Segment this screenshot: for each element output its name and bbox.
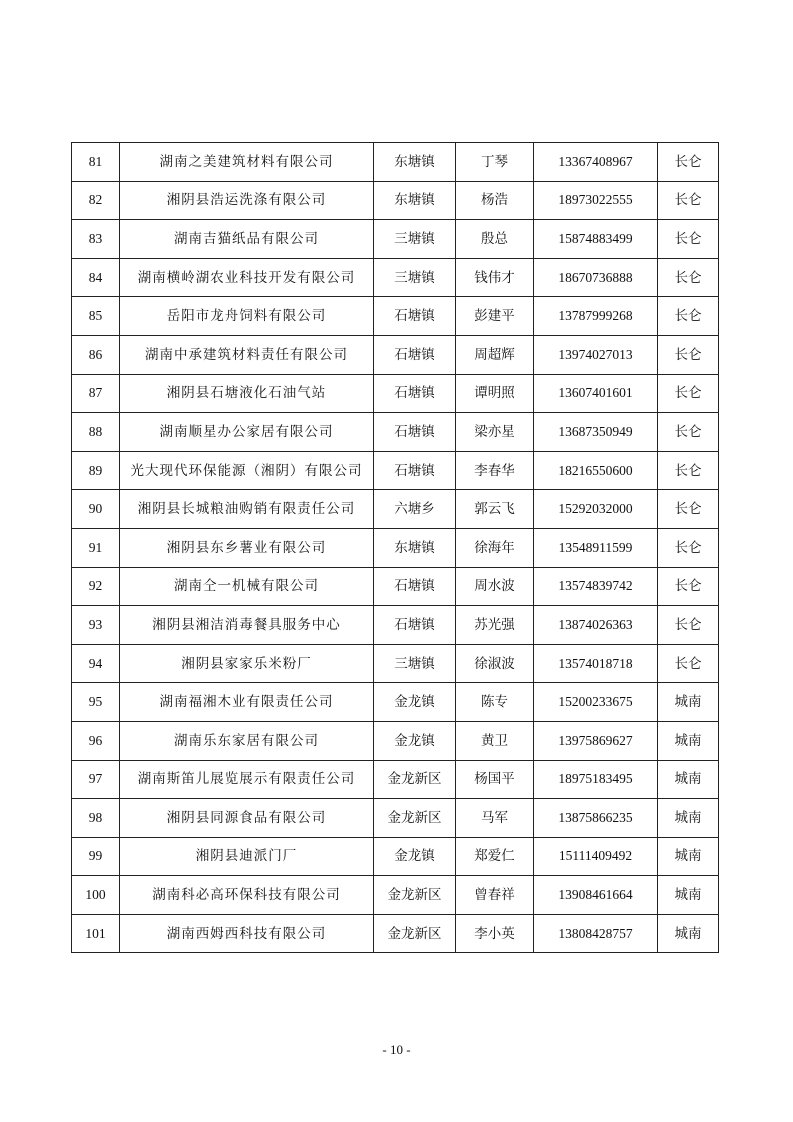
table-row (72, 683, 719, 722)
contact-name-cell: 杨浩 (456, 181, 534, 220)
phone-number-cell: 18975183495 (534, 760, 658, 799)
table-row (72, 413, 719, 452)
table-row (72, 799, 719, 838)
area-name-cell: 城南 (658, 876, 719, 915)
area-name-cell: 长仑 (658, 606, 719, 645)
row-number-cell: 82 (72, 181, 120, 220)
town-name-cell: 三塘镇 (374, 220, 456, 259)
contact-name-cell: 彭建平 (456, 297, 534, 336)
table-row (72, 258, 719, 297)
area-name-cell: 长仑 (658, 181, 719, 220)
table-row (72, 760, 719, 799)
table-row (72, 606, 719, 645)
phone-number-cell: 13574018718 (534, 644, 658, 683)
page-number: - 10 - (382, 1042, 411, 1057)
town-name-cell: 金龙新区 (374, 914, 456, 953)
phone-number-cell: 13607401601 (534, 374, 658, 413)
contact-name-cell: 郑爱仁 (456, 837, 534, 876)
area-name-cell: 城南 (658, 683, 719, 722)
table-row (72, 567, 719, 606)
row-number-cell: 83 (72, 220, 120, 259)
phone-number-cell: 15200233675 (534, 683, 658, 722)
row-number-cell: 101 (72, 914, 120, 953)
town-name-cell: 东塘镇 (374, 143, 456, 182)
area-name-cell: 城南 (658, 799, 719, 838)
table-body (72, 143, 719, 953)
town-name-cell: 石塘镇 (374, 451, 456, 490)
phone-number-cell: 13974027013 (534, 335, 658, 374)
town-name-cell: 金龙新区 (374, 799, 456, 838)
area-name-cell: 长仑 (658, 374, 719, 413)
area-name-cell: 长仑 (658, 567, 719, 606)
contact-name-cell: 钱伟才 (456, 258, 534, 297)
area-name-cell: 长仑 (658, 490, 719, 529)
row-number-cell: 86 (72, 335, 120, 374)
table-row (72, 528, 719, 567)
phone-number-cell: 15111409492 (534, 837, 658, 876)
table-row (72, 335, 719, 374)
contact-name-cell: 丁琴 (456, 143, 534, 182)
row-number-cell: 93 (72, 606, 120, 645)
area-name-cell: 城南 (658, 837, 719, 876)
company-name-cell: 湖南横岭湖农业科技开发有限公司 (120, 258, 374, 297)
table-row (72, 143, 719, 182)
contact-name-cell: 李春华 (456, 451, 534, 490)
company-name-cell: 湖南之美建筑材料有限公司 (120, 143, 374, 182)
phone-number-cell: 13687350949 (534, 413, 658, 452)
row-number-cell: 94 (72, 644, 120, 683)
contact-name-cell: 曾春祥 (456, 876, 534, 915)
contact-name-cell: 郭云飞 (456, 490, 534, 529)
table-row (72, 914, 719, 953)
company-name-cell: 湘阴县湘洁消毒餐具服务中心 (120, 606, 374, 645)
row-number-cell: 96 (72, 721, 120, 760)
row-number-cell: 88 (72, 413, 120, 452)
phone-number-cell: 13787999268 (534, 297, 658, 336)
table-row (72, 451, 719, 490)
phone-number-cell: 13574839742 (534, 567, 658, 606)
phone-number-cell: 15874883499 (534, 220, 658, 259)
table-row (72, 220, 719, 259)
town-name-cell: 金龙新区 (374, 760, 456, 799)
row-number-cell: 99 (72, 837, 120, 876)
contact-name-cell: 徐淑波 (456, 644, 534, 683)
phone-number-cell: 13975869627 (534, 721, 658, 760)
phone-number-cell: 13367408967 (534, 143, 658, 182)
company-name-cell: 湘阴县浩运洗涤有限公司 (120, 181, 374, 220)
table-row (72, 837, 719, 876)
company-name-cell: 湘阴县迪派门厂 (120, 837, 374, 876)
company-name-cell: 光大现代环保能源（湘阴）有限公司 (120, 451, 374, 490)
phone-number-cell: 15292032000 (534, 490, 658, 529)
row-number-cell: 98 (72, 799, 120, 838)
phone-number-cell: 18216550600 (534, 451, 658, 490)
contact-name-cell: 周水波 (456, 567, 534, 606)
area-name-cell: 长仑 (658, 220, 719, 259)
company-name-cell: 湖南斯笛儿展览展示有限责任公司 (120, 760, 374, 799)
table-row (72, 374, 719, 413)
table-row (72, 876, 719, 915)
area-name-cell: 长仑 (658, 644, 719, 683)
contact-name-cell: 黄卫 (456, 721, 534, 760)
table-row (72, 721, 719, 760)
town-name-cell: 东塘镇 (374, 181, 456, 220)
row-number-cell: 92 (72, 567, 120, 606)
area-name-cell: 长仑 (658, 528, 719, 567)
company-name-cell: 湖南仝一机械有限公司 (120, 567, 374, 606)
town-name-cell: 金龙镇 (374, 837, 456, 876)
row-number-cell: 85 (72, 297, 120, 336)
area-name-cell: 长仑 (658, 451, 719, 490)
table-row (72, 181, 719, 220)
contact-name-cell: 陈专 (456, 683, 534, 722)
row-number-cell: 100 (72, 876, 120, 915)
contact-name-cell: 殷总 (456, 220, 534, 259)
contact-name-cell: 徐海年 (456, 528, 534, 567)
company-name-cell: 湖南福湘木业有限责任公司 (120, 683, 374, 722)
company-name-cell: 湖南乐东家居有限公司 (120, 721, 374, 760)
contact-name-cell: 周超辉 (456, 335, 534, 374)
contact-name-cell: 梁亦星 (456, 413, 534, 452)
area-name-cell: 城南 (658, 760, 719, 799)
town-name-cell: 石塘镇 (374, 567, 456, 606)
town-name-cell: 三塘镇 (374, 644, 456, 683)
town-name-cell: 金龙镇 (374, 683, 456, 722)
company-name-cell: 岳阳市龙舟饲料有限公司 (120, 297, 374, 336)
row-number-cell: 81 (72, 143, 120, 182)
table-row (72, 490, 719, 529)
phone-number-cell: 13874026363 (534, 606, 658, 645)
company-name-cell: 湖南西姆西科技有限公司 (120, 914, 374, 953)
town-name-cell: 东塘镇 (374, 528, 456, 567)
town-name-cell: 石塘镇 (374, 606, 456, 645)
town-name-cell: 石塘镇 (374, 335, 456, 374)
contact-name-cell: 杨国平 (456, 760, 534, 799)
phone-number-cell: 13875866235 (534, 799, 658, 838)
town-name-cell: 金龙镇 (374, 721, 456, 760)
company-table (71, 142, 719, 953)
town-name-cell: 三塘镇 (374, 258, 456, 297)
phone-number-cell: 18670736888 (534, 258, 658, 297)
company-name-cell: 湖南科必高环保科技有限公司 (120, 876, 374, 915)
phone-number-cell: 13908461664 (534, 876, 658, 915)
town-name-cell: 金龙新区 (374, 876, 456, 915)
contact-name-cell: 李小英 (456, 914, 534, 953)
table-row (72, 297, 719, 336)
contact-name-cell: 苏光强 (456, 606, 534, 645)
town-name-cell: 六塘乡 (374, 490, 456, 529)
row-number-cell: 87 (72, 374, 120, 413)
row-number-cell: 84 (72, 258, 120, 297)
phone-number-cell: 18973022555 (534, 181, 658, 220)
phone-number-cell: 13548911599 (534, 528, 658, 567)
company-name-cell: 湘阴县东乡薯业有限公司 (120, 528, 374, 567)
area-name-cell: 长仑 (658, 143, 719, 182)
town-name-cell: 石塘镇 (374, 413, 456, 452)
contact-name-cell: 谭明照 (456, 374, 534, 413)
company-name-cell: 湖南中承建筑材料责任有限公司 (120, 335, 374, 374)
area-name-cell: 城南 (658, 914, 719, 953)
area-name-cell: 长仑 (658, 258, 719, 297)
company-name-cell: 湘阴县石塘液化石油气站 (120, 374, 374, 413)
row-number-cell: 97 (72, 760, 120, 799)
company-name-cell: 湘阴县同源食品有限公司 (120, 799, 374, 838)
row-number-cell: 89 (72, 451, 120, 490)
table-row (72, 644, 719, 683)
town-name-cell: 石塘镇 (374, 297, 456, 336)
row-number-cell: 95 (72, 683, 120, 722)
town-name-cell: 石塘镇 (374, 374, 456, 413)
area-name-cell: 城南 (658, 721, 719, 760)
area-name-cell: 长仑 (658, 413, 719, 452)
contact-name-cell: 马军 (456, 799, 534, 838)
area-name-cell: 长仑 (658, 297, 719, 336)
company-name-cell: 湖南顺星办公家居有限公司 (120, 413, 374, 452)
row-number-cell: 91 (72, 528, 120, 567)
phone-number-cell: 13808428757 (534, 914, 658, 953)
company-name-cell: 湖南吉猫纸品有限公司 (120, 220, 374, 259)
company-name-cell: 湘阴县长城粮油购销有限责任公司 (120, 490, 374, 529)
row-number-cell: 90 (72, 490, 120, 529)
company-name-cell: 湘阴县家家乐米粉厂 (120, 644, 374, 683)
area-name-cell: 长仑 (658, 335, 719, 374)
